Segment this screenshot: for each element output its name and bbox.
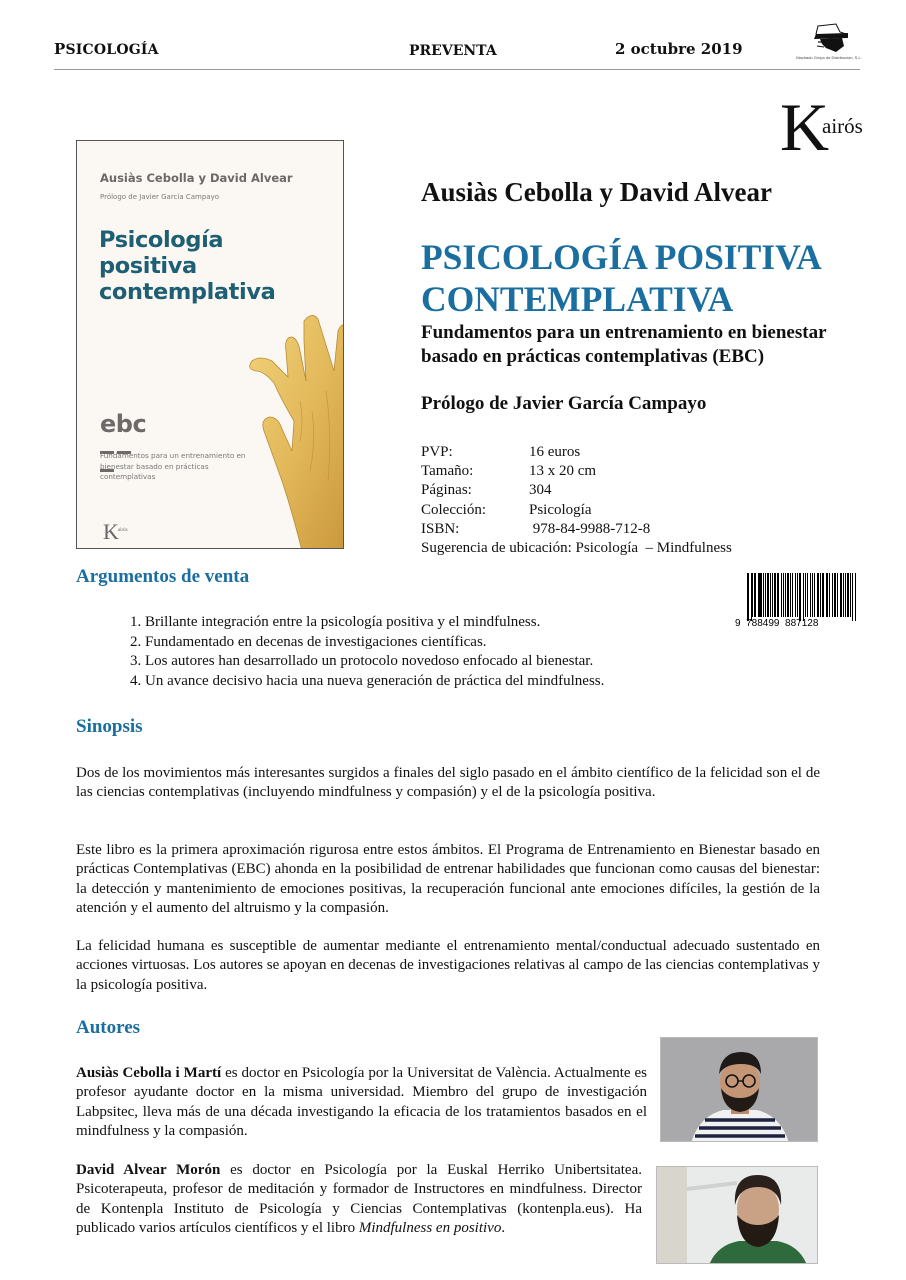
barcode-bar: [855, 573, 857, 621]
barcode-bar: [852, 573, 853, 621]
authors-heading: Autores: [76, 1017, 141, 1038]
author-bio-text: es doctor en Psicología por la Universitat de València. Actualmente es profesor ayudante doctor en la misma universidad. Miembro del grupo de investigación Labpsitec, lleva más de una década investigando la eficacia de los tratamientos basados en el mindfulness y la compasión.: [76, 1065, 647, 1139]
barcode-digits: 9 788499 887128: [735, 618, 819, 629]
book-subtitle: [421, 321, 827, 368]
barcode-bar: [747, 573, 749, 621]
golden-hand-icon: [242, 311, 344, 549]
barcode-bar: [772, 573, 773, 617]
cover-publisher-mark: [103, 519, 128, 545]
barcode-bar: [814, 573, 815, 617]
barcode-bar: [840, 573, 842, 617]
barcode-bar: [817, 573, 819, 617]
spec-row-pages: [421, 481, 732, 500]
barcode-bar: [807, 573, 808, 617]
author-portrait-icon: [657, 1167, 818, 1264]
synopsis-paragraph: Dos de los movimientos más interesantes surgidos a finales del siglo pasado en el ámbito científico de la felicidad son el de las ciencias contemplativas (incluyendo mindfulness y compasión) y el de la psicología positiva.: [76, 765, 820, 801]
spec-row-isbn: [421, 520, 732, 539]
cover-prologue: Prólogo de Javier García Campayo: [100, 193, 220, 201]
cover-series-mark: ebc: [100, 410, 147, 438]
barcode-bar: [845, 573, 846, 617]
spec-row-collection: [421, 501, 732, 520]
spec-value: 16 euros: [529, 444, 581, 460]
cover-title-line: positiva: [99, 253, 197, 279]
barcode-icon: [747, 573, 857, 617]
barcode-bar: [785, 573, 786, 617]
author-book-title: Mindfulness en positivo: [358, 1219, 502, 1236]
release-date: 2 octubre 2019: [615, 40, 743, 58]
author-bio: [76, 1161, 642, 1238]
barcode-bar: [850, 573, 851, 617]
cover-title-line: Psicología: [99, 227, 224, 253]
author-portrait-icon: [661, 1038, 818, 1142]
book-subtitle-line: basado en prácticas contemplativas (EBC): [421, 345, 765, 367]
author-name: Ausiàs Cebolla i Martí: [76, 1065, 222, 1081]
synopsis-paragraph: Este libro es la primera aproximación rigurosa entre estos ámbitos. El Programa de Entrenamiento en Bienestar basado en prácticas Contemplativas (EBC) ahonda en la posibilidad de entrenar habilidades que funcionan como causas del bienestar: la detección y mantenimiento de emociones positivas, la recuperación funcional ante emociones difíciles, la gestión de la atención y el aumento del altruismo y la compasión.: [76, 842, 820, 916]
barcode-bar: [783, 573, 784, 617]
section-label: [54, 40, 159, 58]
barcode-bar: [759, 573, 761, 617]
section-label-initial: P: [54, 40, 66, 58]
list-item: 4. Un avance decisivo hacia una nueva generación de práctica del mindfulness.: [130, 672, 605, 689]
spec-label: Tamaño:: [421, 463, 474, 480]
barcode-bar: [826, 573, 827, 617]
spec-label: Colección:: [421, 501, 486, 518]
book-title: [421, 236, 822, 320]
spec-label: Sugerencia de ubicación:: [421, 540, 572, 557]
barcode-bar: [803, 573, 805, 621]
book-cover: [76, 140, 344, 549]
spec-row-placement: [421, 539, 732, 558]
barcode-bar: [812, 573, 813, 617]
spec-label: Páginas:: [421, 482, 472, 499]
barcode-bar: [822, 573, 824, 617]
list-item: 2. Fundamentado en decenas de investigaciones científicas.: [130, 633, 487, 650]
isbn-barcode: [735, 573, 859, 631]
spec-label: ISBN:: [421, 520, 460, 537]
barcode-bar: [765, 573, 766, 617]
distributor-logo: [796, 22, 862, 64]
series-underline-icon: [100, 441, 150, 444]
book-title-line: PSICOLOGÍA POSITIVA: [421, 237, 822, 277]
cover-publisher-small: airós: [117, 528, 128, 533]
spec-value: Psicología: [529, 501, 592, 518]
cover-publisher-initial: K: [103, 519, 119, 544]
barcode-bar: [777, 573, 779, 617]
barcode-bar: [758, 573, 759, 617]
spec-value: 304: [529, 482, 552, 499]
barcode-bar: [774, 573, 776, 617]
barcode-bar: [847, 573, 849, 617]
barcode-bar: [799, 573, 801, 621]
cover-title-line: contemplativa: [99, 279, 276, 305]
publisher-logo: [780, 89, 870, 165]
book-subtitle-line: Fundamentos para un entrenamiento en bienestar: [421, 322, 827, 343]
barcode-bar: [751, 573, 752, 621]
barcode-bar: [820, 573, 821, 617]
author-bio-text: es doctor en Psicología por la Euskal Herriko Unibertsitatea. Psicoterapeuta, profesor de meditación y formador de Instructores en mindfulness. Director de Kontenpla Instituto de Psicología y Ciencias Contemplativas (kontenpla.eus). Ha publicado varios artículos científicos y el libro: [76, 1162, 643, 1236]
synopsis-heading: Sinopsis: [76, 716, 143, 737]
barcode-bar: [843, 573, 844, 617]
barcode-bar: [752, 573, 753, 617]
list-item: 1. Brillante integración entre la psicología positiva y el mindfulness.: [130, 614, 541, 630]
barcode-bar: [797, 573, 798, 617]
cover-subtitle: Fundamentos para un entrenamiento en bienestar basado en prácticas contemplativas: [100, 451, 246, 481]
spec-row-price: [421, 443, 732, 462]
section-label-rest: SICOLOGÍA: [65, 42, 159, 58]
author-photo-alvear: [656, 1166, 818, 1264]
barcode-bar: [790, 573, 792, 617]
publisher-logo-initial: K: [780, 89, 830, 165]
list-item: 3. Los autores han desarrollado un protocolo novedoso enfocado al bienestar.: [130, 653, 594, 669]
spec-value: 978-84-9988-712-8: [529, 520, 651, 537]
barcode-bar: [810, 573, 812, 617]
author-name: David Alvear Morón: [76, 1162, 221, 1178]
barcode-bar: [805, 573, 806, 617]
author-bio-text: .: [501, 1219, 506, 1236]
book-authors: Ausiàs Cebolla y David Alvear: [421, 177, 773, 207]
distributor-caption: Machado Grupo de Distribución, S.L.: [796, 55, 862, 60]
spec-value: 13 x 20 cm: [529, 463, 597, 480]
spec-value: Psicología – Mindfulness: [575, 540, 732, 557]
barcode-bar: [792, 573, 793, 617]
barcode-bar: [787, 573, 789, 617]
book-prologue: Prólogo de Javier García Campayo: [421, 393, 707, 414]
cover-authors: Ausiàs Cebolla y David Alvear: [100, 171, 293, 185]
barcode-bar: [763, 573, 764, 617]
selling-points-heading: Argumentos de venta: [76, 566, 250, 587]
barcode-bar: [754, 573, 756, 617]
barcode-bar: [795, 573, 796, 617]
author-bio: [76, 1064, 647, 1141]
barcode-bar: [834, 573, 836, 617]
book-specs: [421, 443, 732, 558]
book-title-line: CONTEMPLATIVA: [421, 279, 734, 319]
barcode-bar: [781, 573, 782, 617]
cover-title: [99, 227, 275, 305]
barcode-bar: [832, 573, 834, 617]
author-photo-cebolla: [660, 1037, 818, 1142]
barcode-bar: [837, 573, 838, 617]
spec-label: PVP:: [421, 444, 453, 460]
presale-label: PREVENTA: [409, 43, 497, 59]
spec-row-size: [421, 462, 732, 481]
barcode-bar: [827, 573, 828, 617]
page-header: [54, 0, 860, 70]
hat-man-icon: [796, 22, 862, 56]
synopsis-paragraph: La felicidad humana es susceptible de aumentar mediante el entrenamiento mental/conductual adecuado sustentado en acciones virtuosas. Los autores se apoyan en decenas de investigaciones relativas al campo de las ciencias contemplativas y la psicología positiva.: [76, 938, 820, 993]
barcode-bar: [770, 573, 771, 617]
publisher-logo-text: airós: [822, 114, 863, 138]
barcode-bar: [767, 573, 769, 617]
barcode-bar: [829, 573, 830, 617]
selling-points-list: [130, 613, 604, 691]
